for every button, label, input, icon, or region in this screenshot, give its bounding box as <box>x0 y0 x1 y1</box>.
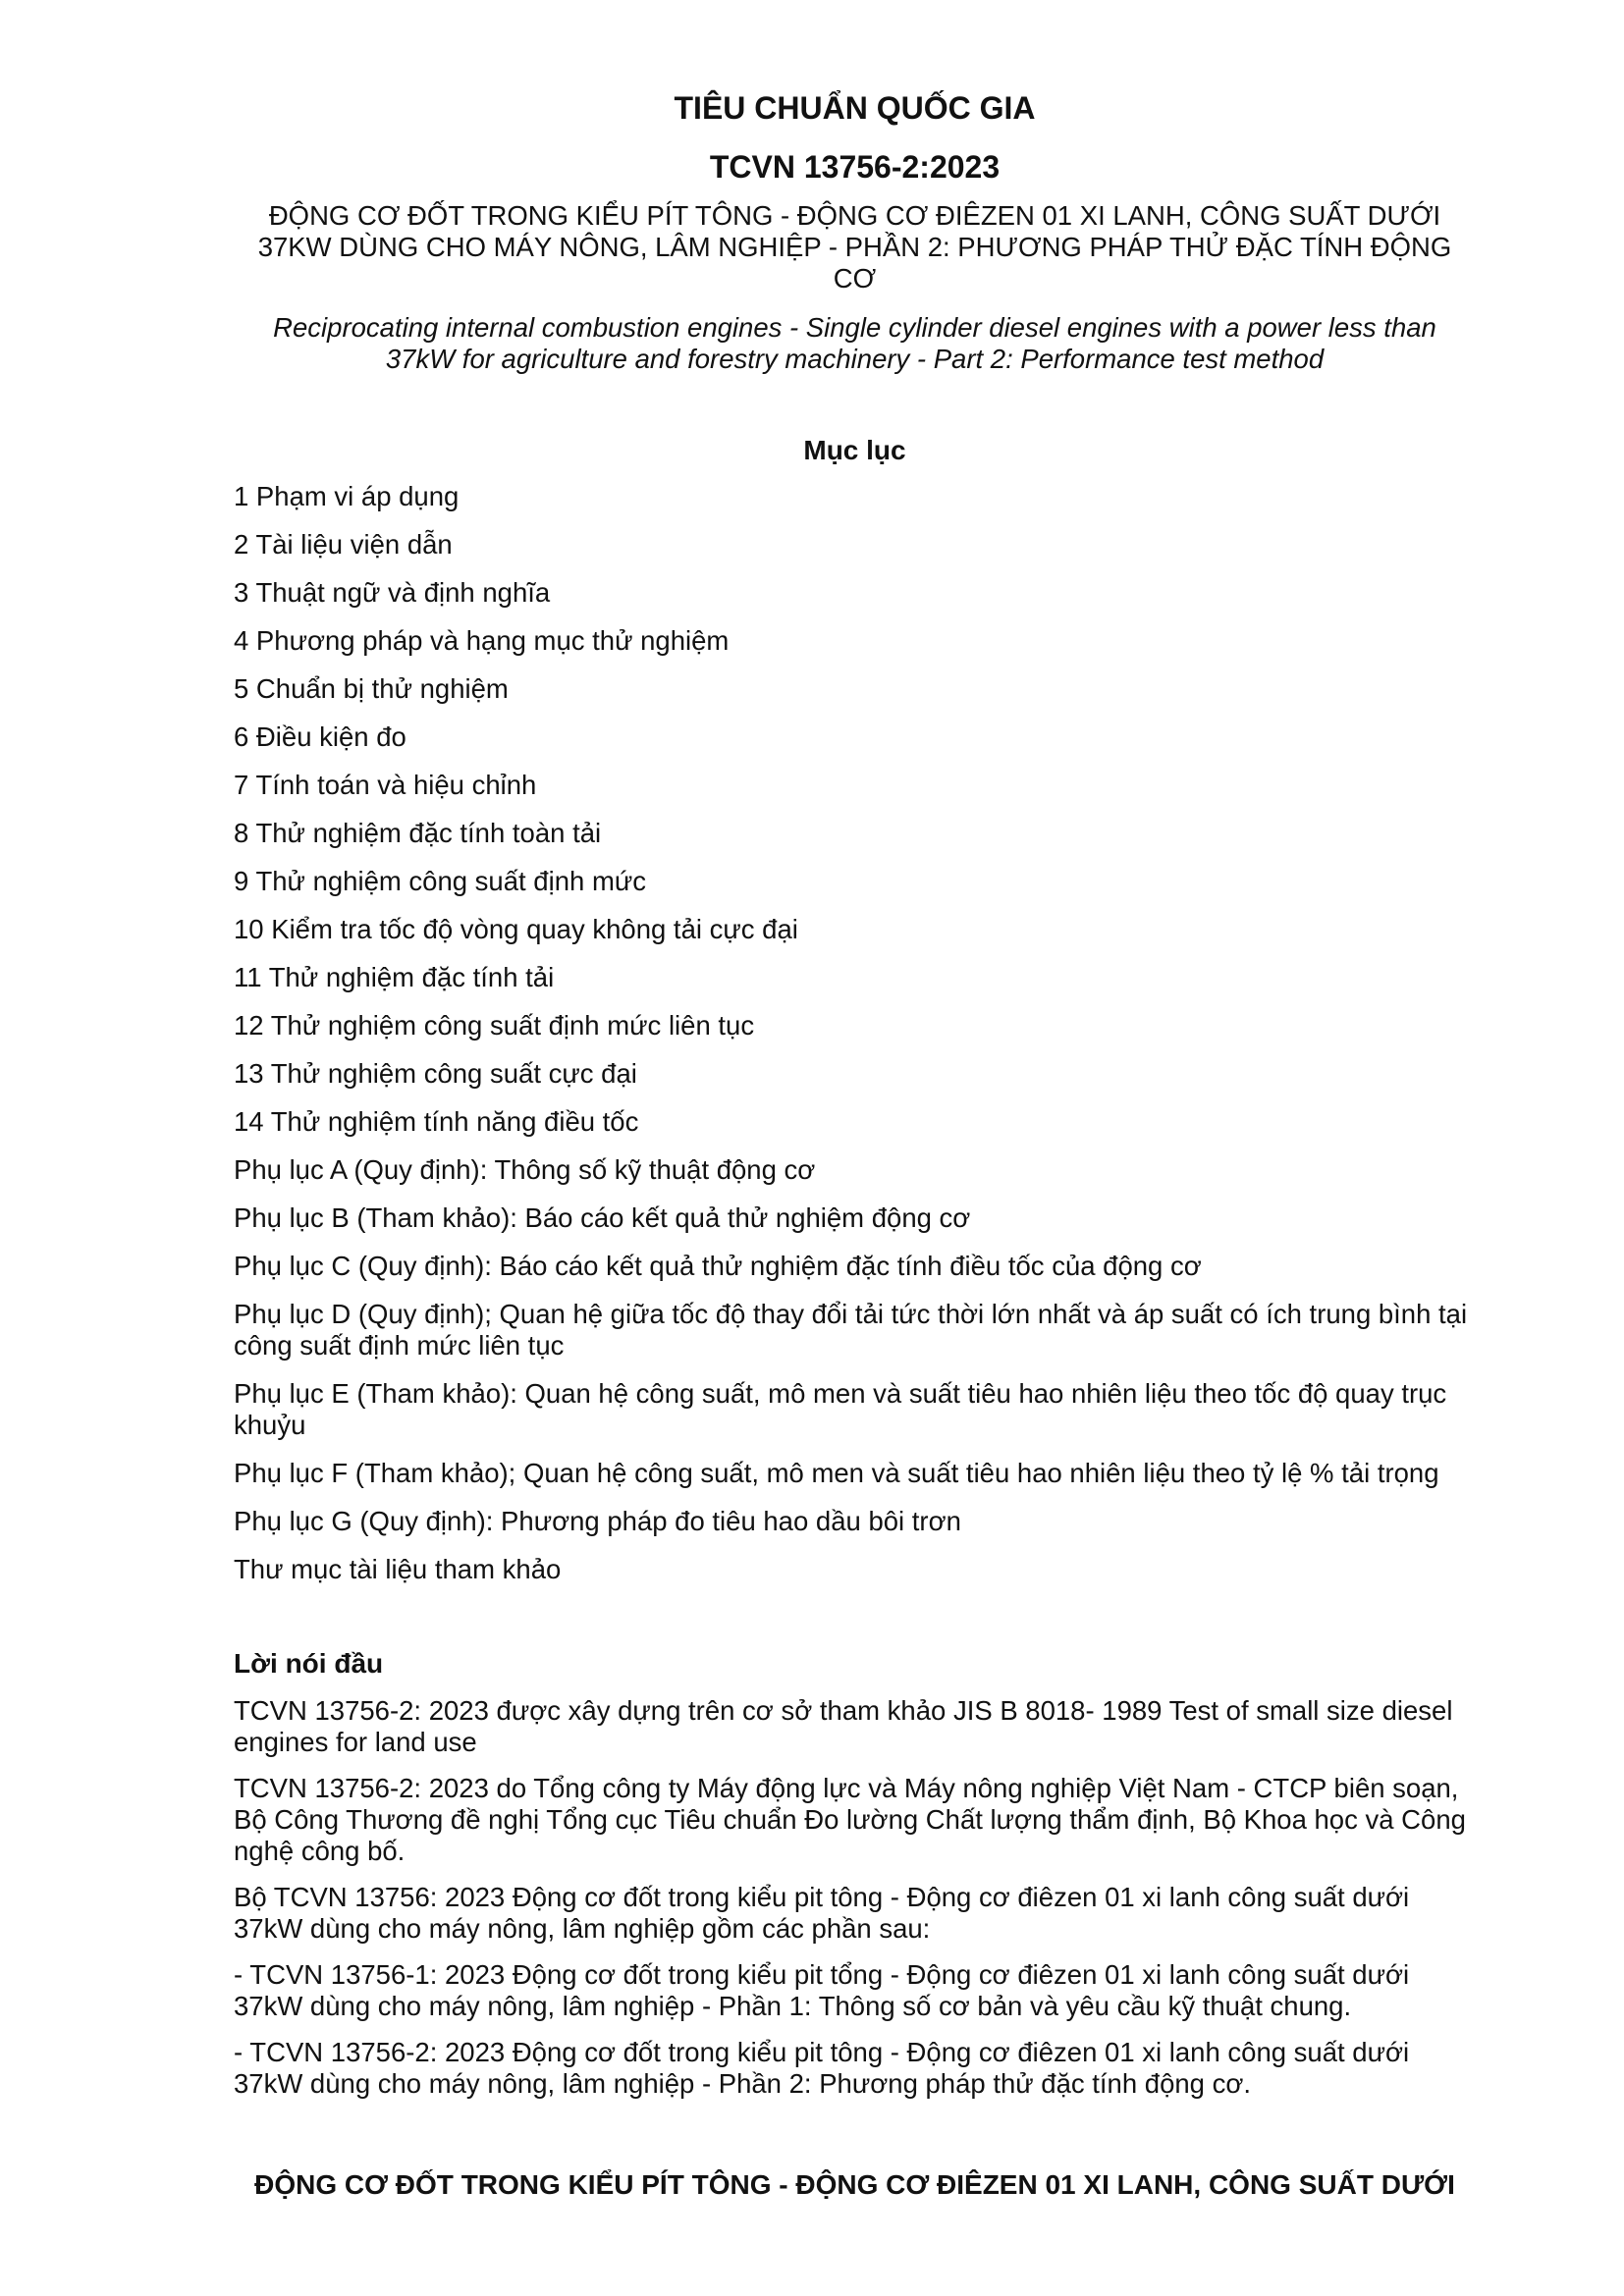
toc-item: Phụ lục B (Tham khảo): Báo cáo kết quả thử nghiệm động cơ <box>234 1202 971 1233</box>
toc-item: Phụ lục D (Quy định); Quan hệ giữa tốc độ thay đổi tải tức thời lớn nhất và áp suất có ích trung bình tại công suất định mức liên tục <box>234 1299 1468 1361</box>
toc-item: 5 Chuẩn bị thử nghiệm <box>234 673 509 704</box>
toc-item: Phụ lục C (Quy định): Báo cáo kết quả thử nghiệm đặc tính điều tốc của động cơ <box>234 1251 1202 1281</box>
toc-item: 12 Thử nghiệm công suất định mức liên tục <box>234 1010 755 1041</box>
toc-item: 2 Tài liệu viện dẫn <box>234 529 453 560</box>
table-of-contents <box>234 434 1476 1585</box>
standard-title-english: Reciprocating internal combustion engines - Single cylinder diesel engines with a power less than 37kW for agriculture and forestry machinery - Part 2: Performance test method <box>273 312 1436 374</box>
document-header <box>234 88 1476 375</box>
foreword-paragraph: - TCVN 13756-1: 2023 Động cơ đốt trong kiểu pit tổng - Động cơ điêzen 01 xi lanh công suất dưới 37kW dùng cho máy nông, lâm nghiệp - Phần 1: Thông số cơ bản và yêu cầu kỹ thuật chung. <box>234 1959 1410 2021</box>
toc-list <box>234 481 1476 1585</box>
foreword-heading: Lời nói đầu <box>234 1648 384 1679</box>
toc-item: 13 Thử nghiệm công suất cực đại <box>234 1058 637 1089</box>
toc-item: 10 Kiểm tra tốc độ vòng quay không tải cực đại <box>234 914 798 944</box>
toc-item: 14 Thử nghiệm tính năng điều tốc <box>234 1106 639 1137</box>
document-page <box>234 88 1476 2202</box>
foreword-section <box>234 1647 1476 2100</box>
standard-title: TIÊU CHUẨN QUỐC GIA <box>674 90 1036 126</box>
foreword-paragraph: TCVN 13756-2: 2023 do Tổng công ty Máy động lực và Máy nông nghiệp Việt Nam - CTCP biên soạn, Bộ Công Thương đề nghị Tổng cục Tiêu chuẩn Đo lường Chất lượng thẩm định, Bộ Khoa học và Công nghệ công bố. <box>234 1773 1466 1866</box>
toc-item: 6 Điều kiện đo <box>234 721 406 752</box>
next-section-title: ĐỘNG CƠ ĐỐT TRONG KIỂU PÍT TÔNG - ĐỘNG CƠ ĐIÊZEN 01 XI LANH, CÔNG SUẤT DƯỚI <box>254 2169 1455 2200</box>
toc-item: 1 Phạm vi áp dụng <box>234 481 460 511</box>
standard-title-vietnamese: ĐỘNG CƠ ĐỐT TRONG KIỂU PÍT TÔNG - ĐỘNG CƠ ĐIÊZEN 01 XI LANH, CÔNG SUẤT DƯỚI 37KW DÙNG CHO MÁY NÔNG, LÂM NGHIỆP - PHẦN 2: PHƯƠNG PHÁP THỬ ĐẶC TÍNH ĐỘNG CƠ <box>257 200 1452 294</box>
toc-item: 11 Thử nghiệm đặc tính tải <box>234 962 555 992</box>
foreword-paragraph: - TCVN 13756-2: 2023 Động cơ đốt trong kiểu pit tông - Động cơ điêzen 01 xi lanh công suất dưới 37kW dùng cho máy nông, lâm nghiệp - Phần 2: Phương pháp thử đặc tính động cơ. <box>234 2037 1410 2099</box>
toc-heading: Mục lục <box>803 435 906 465</box>
toc-item: 9 Thử nghiệm công suất định mức <box>234 866 647 896</box>
toc-item: Phụ lục E (Tham khảo): Quan hệ công suất, mô men và suất tiêu hao nhiên liệu theo tốc độ quay trục khuỷu <box>234 1378 1447 1440</box>
toc-item: Phụ lục F (Tham khảo); Quan hệ công suất, mô men và suất tiêu hao nhiên liệu theo tỷ lệ % tải trọng <box>234 1458 1439 1488</box>
foreword-paragraph: Bộ TCVN 13756: 2023 Động cơ đốt trong kiểu pit tông - Động cơ điêzen 01 xi lanh công suất dưới 37kW dùng cho máy nông, lâm nghiệp gồm các phần sau: <box>234 1882 1410 1944</box>
toc-item: Thư mục tài liệu tham khảo <box>234 1554 562 1584</box>
toc-item: 3 Thuật ngữ và định nghĩa <box>234 577 551 608</box>
toc-item: Phụ lục A (Quy định): Thông số kỹ thuật động cơ <box>234 1154 816 1185</box>
toc-item: 8 Thử nghiệm đặc tính toàn tải <box>234 818 602 848</box>
standard-code: TCVN 13756-2:2023 <box>709 149 1001 185</box>
toc-item: Phụ lục G (Quy định): Phương pháp đo tiêu hao dầu bôi trơn <box>234 1506 961 1536</box>
foreword-paragraph: TCVN 13756-2: 2023 được xây dựng trên cơ sở tham khảo JIS B 8018- 1989 Test of small size diesel engines for land use <box>234 1695 1453 1757</box>
toc-item: 4 Phương pháp và hạng mục thử nghiệm <box>234 625 730 656</box>
toc-item: 7 Tính toán và hiệu chỉnh <box>234 770 537 800</box>
